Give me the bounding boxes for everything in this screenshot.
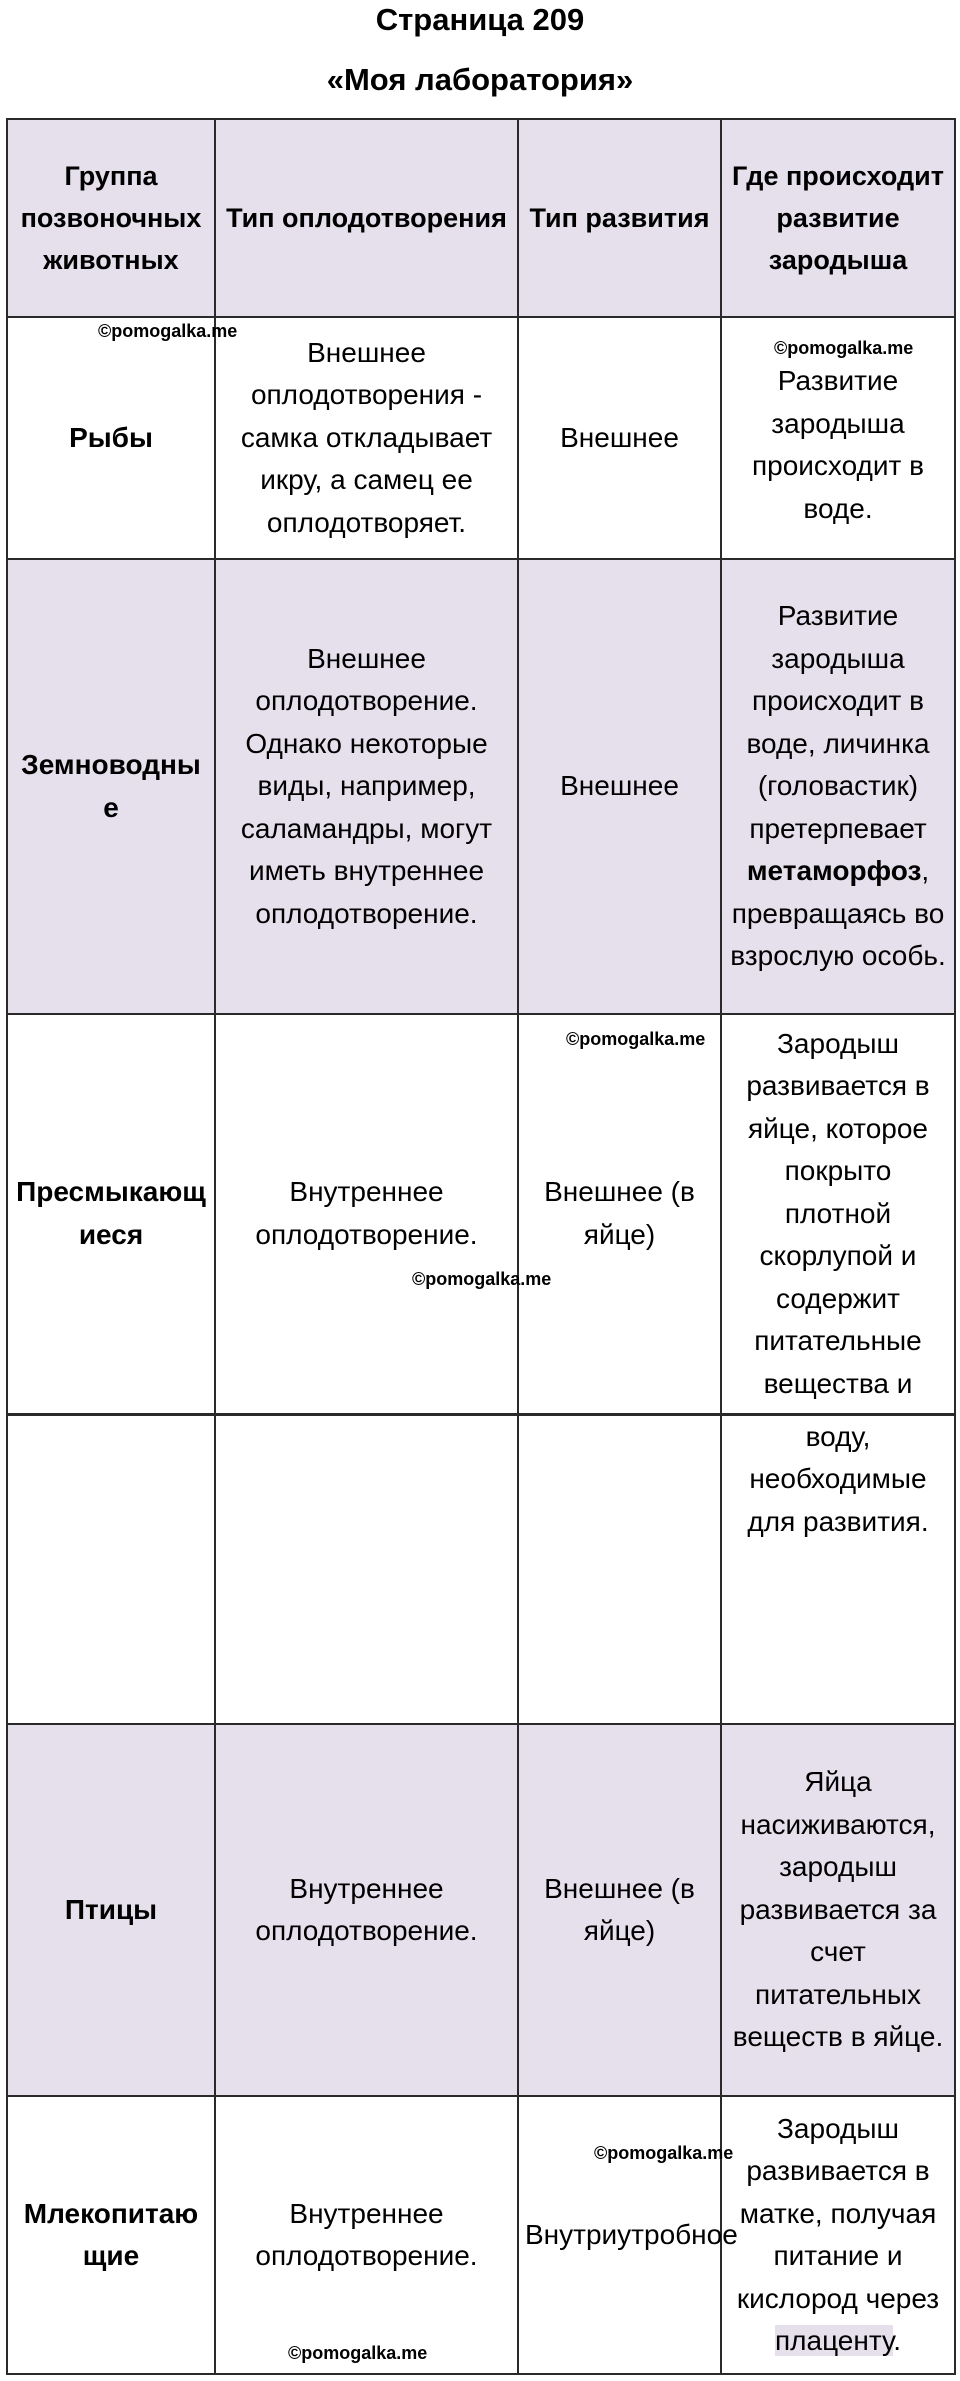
embryo-text: Зародыш развивается в матке, получая питание и кислород через bbox=[736, 2112, 940, 2314]
header-fertilization: Тип оплодотворения bbox=[215, 119, 518, 317]
cell-embryo bbox=[721, 559, 955, 1014]
cell-fertilization bbox=[215, 1014, 552, 1414]
cell-development: Внешнее bbox=[518, 317, 721, 559]
cell-embryo bbox=[721, 317, 955, 559]
cell-development bbox=[518, 2096, 738, 2374]
embryo-text: Развитие зародыша происходит в воде, личинка (головастик) претерпевает bbox=[746, 600, 930, 844]
table-header-row bbox=[7, 119, 955, 317]
cell-fertilization: Внешнее оплодотворение. Однако некоторые виды, например, саламандры, могут иметь внутреннее оплодотворение. bbox=[215, 559, 518, 1014]
watermark: ©pomogalka.me bbox=[98, 321, 238, 341]
cell-fertilization: Внутреннее оплодотворение. bbox=[215, 1724, 518, 2096]
cell-embryo: Яйца насиживаются, зародыш развивается за счет питательных веществ в яйце. bbox=[721, 1724, 955, 2096]
cell-development-empty bbox=[518, 1414, 721, 1724]
table-row bbox=[7, 317, 955, 559]
embryo-text-tail: , превращаясь во взрослую особь. bbox=[730, 855, 946, 972]
cell-embryo: воду, необходимые для развития. bbox=[721, 1414, 955, 1724]
cell-development: Внешнее (в яйце) bbox=[518, 1724, 721, 2096]
cell-development: Внешнее bbox=[518, 559, 721, 1014]
lab-table bbox=[6, 118, 956, 2375]
watermark: ©pomogalka.me bbox=[594, 2143, 734, 2163]
embryo-term: метаморфоз bbox=[746, 855, 922, 887]
cell-group: Птицы bbox=[7, 1724, 215, 2096]
header-development: Тип развития bbox=[518, 119, 721, 317]
watermark: ©pomogalka.me bbox=[412, 1269, 552, 1289]
cell-group bbox=[7, 317, 238, 559]
watermark: ©pomogalka.me bbox=[566, 1029, 706, 1049]
page-title: Страница 209 bbox=[375, 2, 585, 37]
development-text: Внутриутробное bbox=[525, 2218, 738, 2250]
table-row bbox=[7, 1014, 955, 1414]
table-row bbox=[7, 1414, 955, 1724]
cell-fertilization bbox=[215, 2096, 518, 2374]
header-group: Группа позвоночных животных bbox=[7, 119, 215, 317]
cell-group: Земноводные bbox=[7, 559, 215, 1014]
table-row bbox=[7, 1724, 955, 2096]
table-row bbox=[7, 2096, 955, 2374]
watermark: ©pomogalka.me bbox=[774, 338, 914, 358]
cell-fertilization-empty bbox=[215, 1414, 518, 1724]
embryo-highlight: плаценту bbox=[775, 2325, 894, 2356]
fertilization-text: Внутреннее оплодотворение. bbox=[255, 2197, 478, 2271]
table-row bbox=[7, 559, 955, 1014]
embryo-text: Развитие зародыша происходит в воде. bbox=[751, 365, 925, 524]
watermark: ©pomogalka.me bbox=[288, 2343, 428, 2363]
page-subtitle: «Моя лаборатория» bbox=[326, 62, 634, 97]
development-text: Внешнее (в яйце) bbox=[544, 1176, 695, 1250]
embryo-text-tail: . bbox=[893, 2325, 901, 2356]
cell-embryo: Зародыш развивается в яйце, которое покрыто плотной скорлупой и содержит питательные вещества и bbox=[721, 1014, 955, 1414]
cell-group: Пресмыкающиеся bbox=[7, 1014, 215, 1414]
header-embryo: Где происходит развитие зародыша bbox=[721, 119, 955, 317]
cell-development bbox=[518, 1014, 721, 1414]
cell-fertilization: Внешнее оплодотворения - самка откладывает икру, а самец ее оплодотворяет. bbox=[215, 317, 518, 559]
cell-group-empty bbox=[7, 1414, 215, 1724]
fertilization-text: Внутреннее оплодотворение. bbox=[255, 1176, 478, 1250]
cell-group: Млекопитающие bbox=[7, 2096, 215, 2374]
group-label: Рыбы bbox=[69, 421, 153, 453]
